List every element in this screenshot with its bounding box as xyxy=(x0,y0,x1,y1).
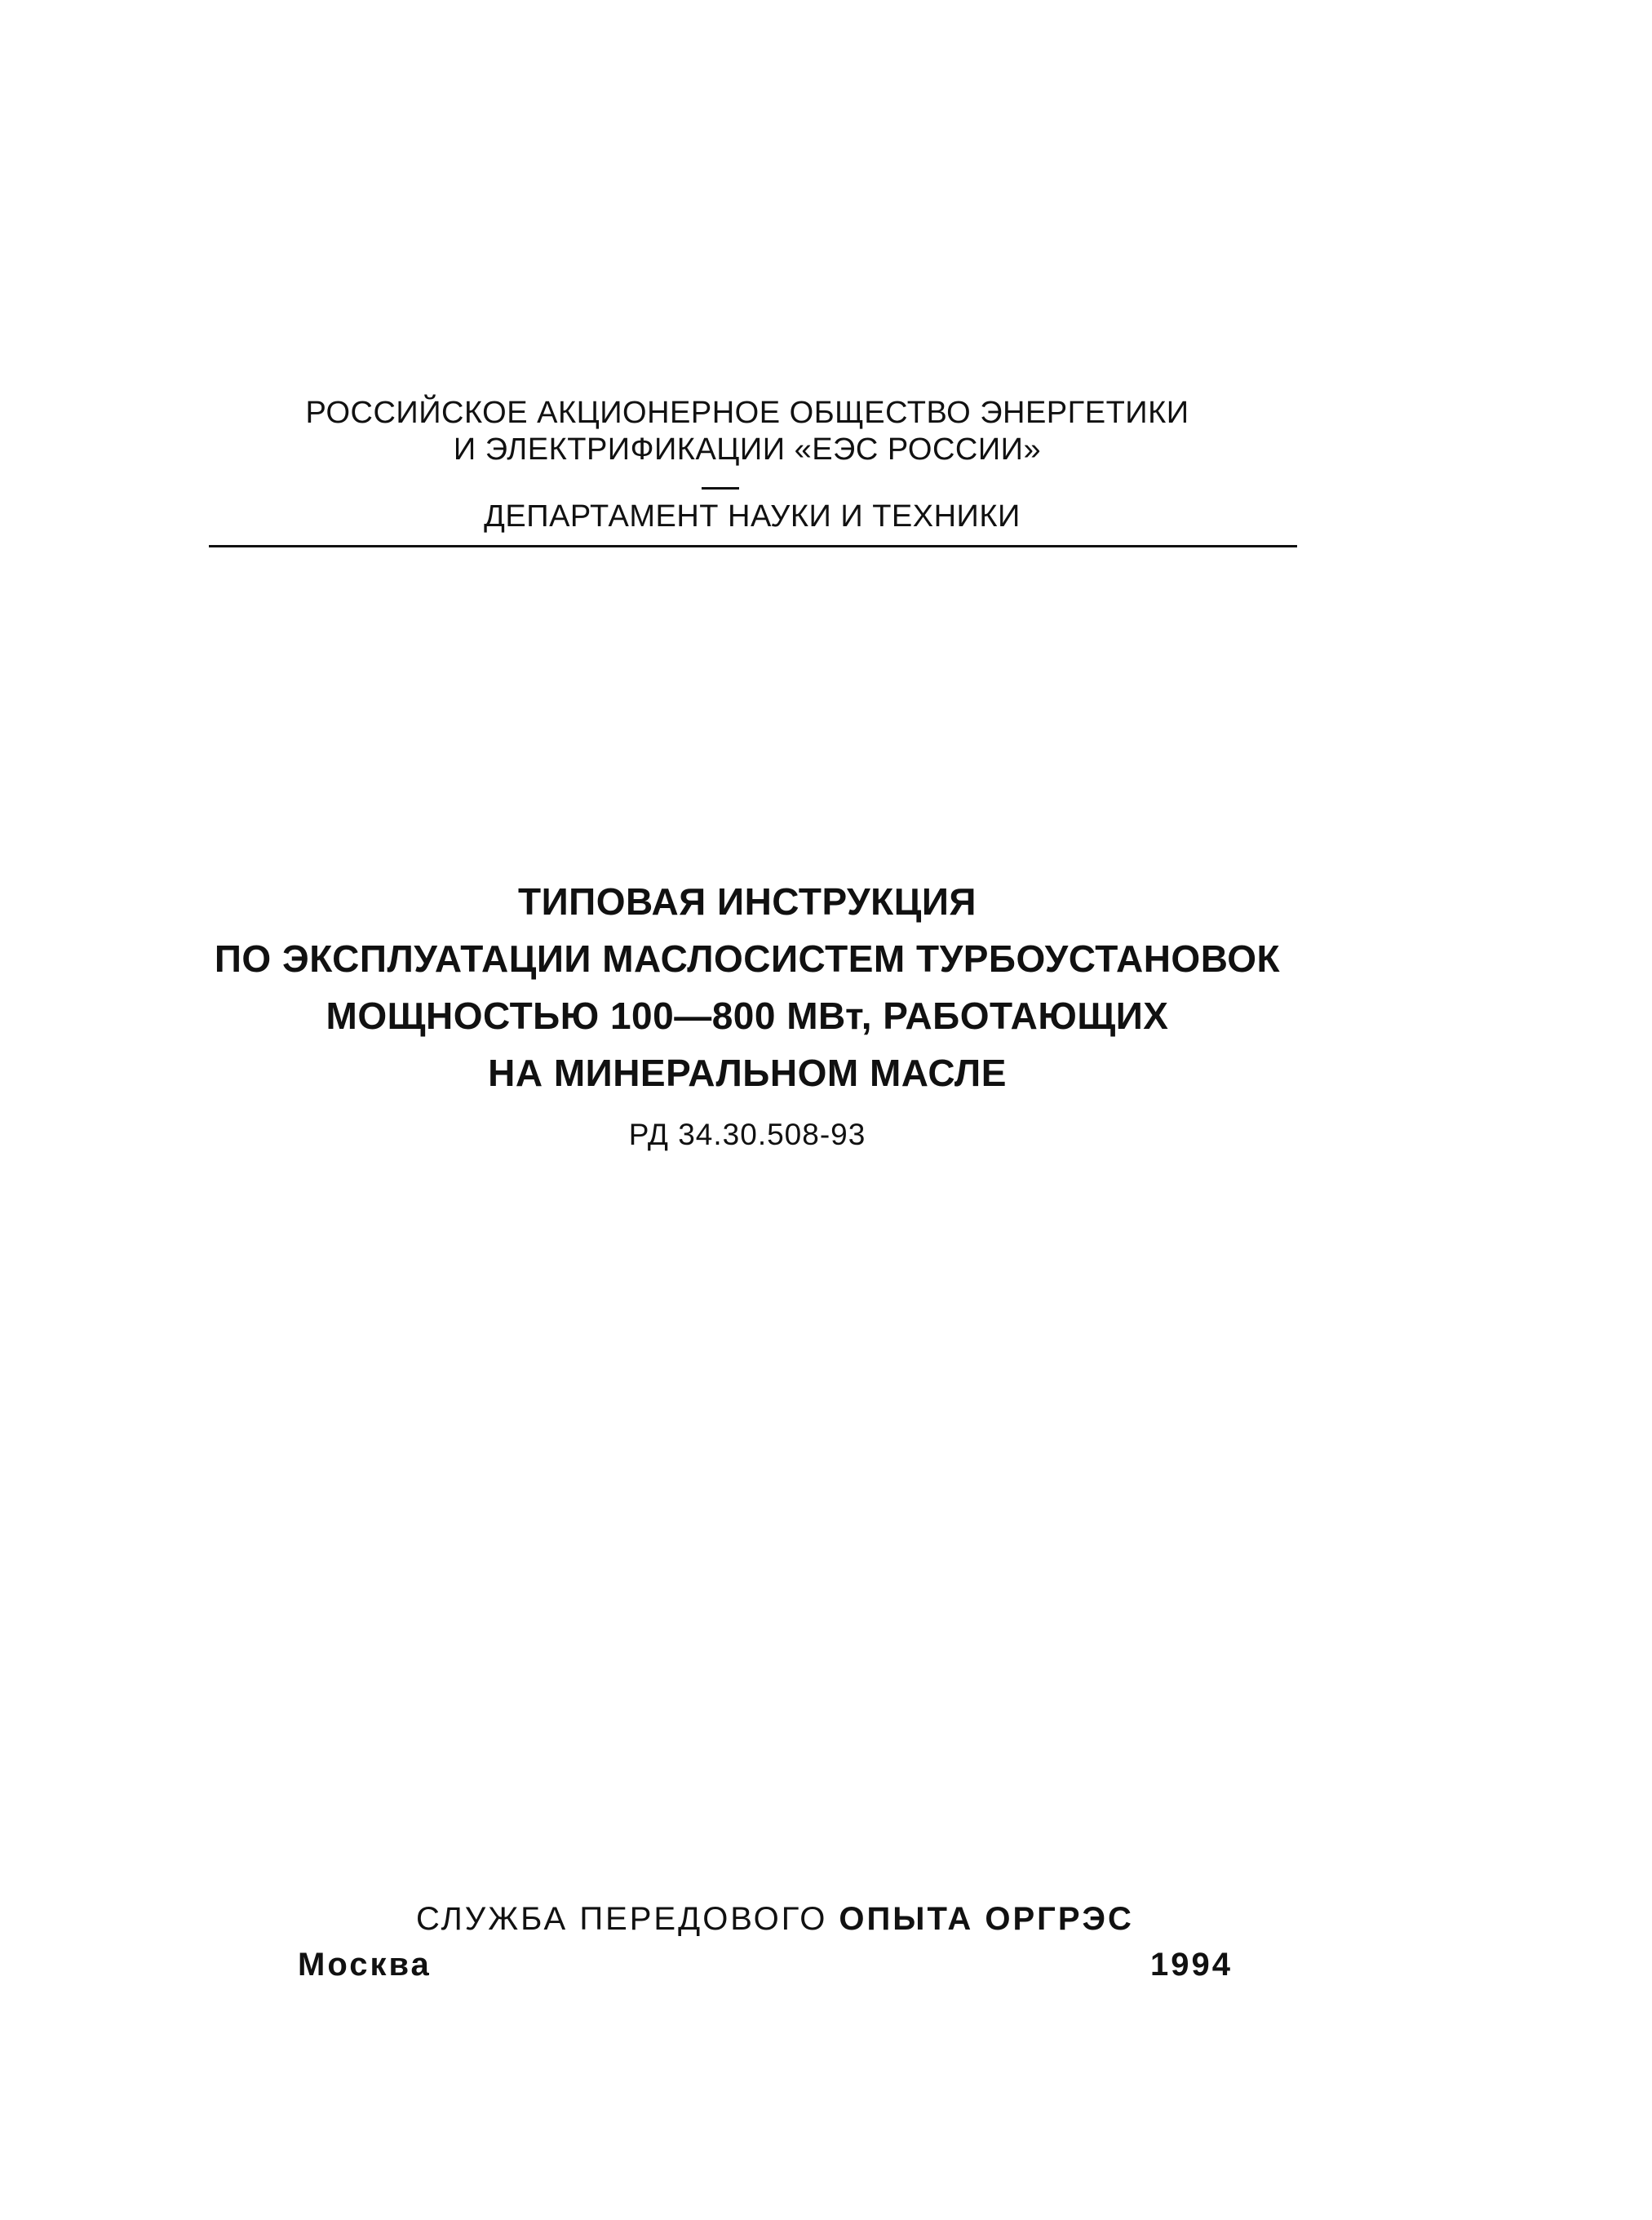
publication-city: Москва xyxy=(298,1947,432,1983)
document-code: РД 34.30.508-93 xyxy=(628,1118,866,1151)
organization-name-line-1: РОССИЙСКОЕ АКЦИОНЕРНОЕ ОБЩЕСТВО ЭНЕРГЕТИКИ xyxy=(305,396,1189,430)
title-line-1: ТИПОВАЯ ИНСТРУКЦИЯ xyxy=(518,880,977,923)
publisher-prefix: СЛУЖБА ПЕРЕДОВОГО xyxy=(416,1901,839,1937)
title-line-2: ПО ЭКСПЛУАТАЦИИ МАСЛОСИСТЕМ ТУРБОУСТАНОВОК xyxy=(214,937,1281,980)
header-rule xyxy=(209,545,1297,547)
document-title xyxy=(0,873,1495,1101)
department-name: ДЕПАРТАМЕНТ НАУКИ И ТЕХНИКИ xyxy=(484,499,1021,534)
title-line-3: МОЩНОСТЬЮ 100—800 МВт, РАБОТАЮЩИХ xyxy=(326,995,1169,1037)
publisher-emphasis: ОПЫТА ОРГРЭС xyxy=(839,1901,1134,1937)
publication-year: 1994 xyxy=(1150,1947,1233,1983)
header-dash-divider xyxy=(702,487,739,490)
organization-name-line-2: И ЭЛЕКТРИФИКАЦИИ «ЕЭС РОССИИ» xyxy=(453,432,1042,467)
publisher xyxy=(416,1901,1134,1938)
title-line-4: НА МИНЕРАЛЬНОМ МАСЛЕ xyxy=(488,1052,1007,1094)
